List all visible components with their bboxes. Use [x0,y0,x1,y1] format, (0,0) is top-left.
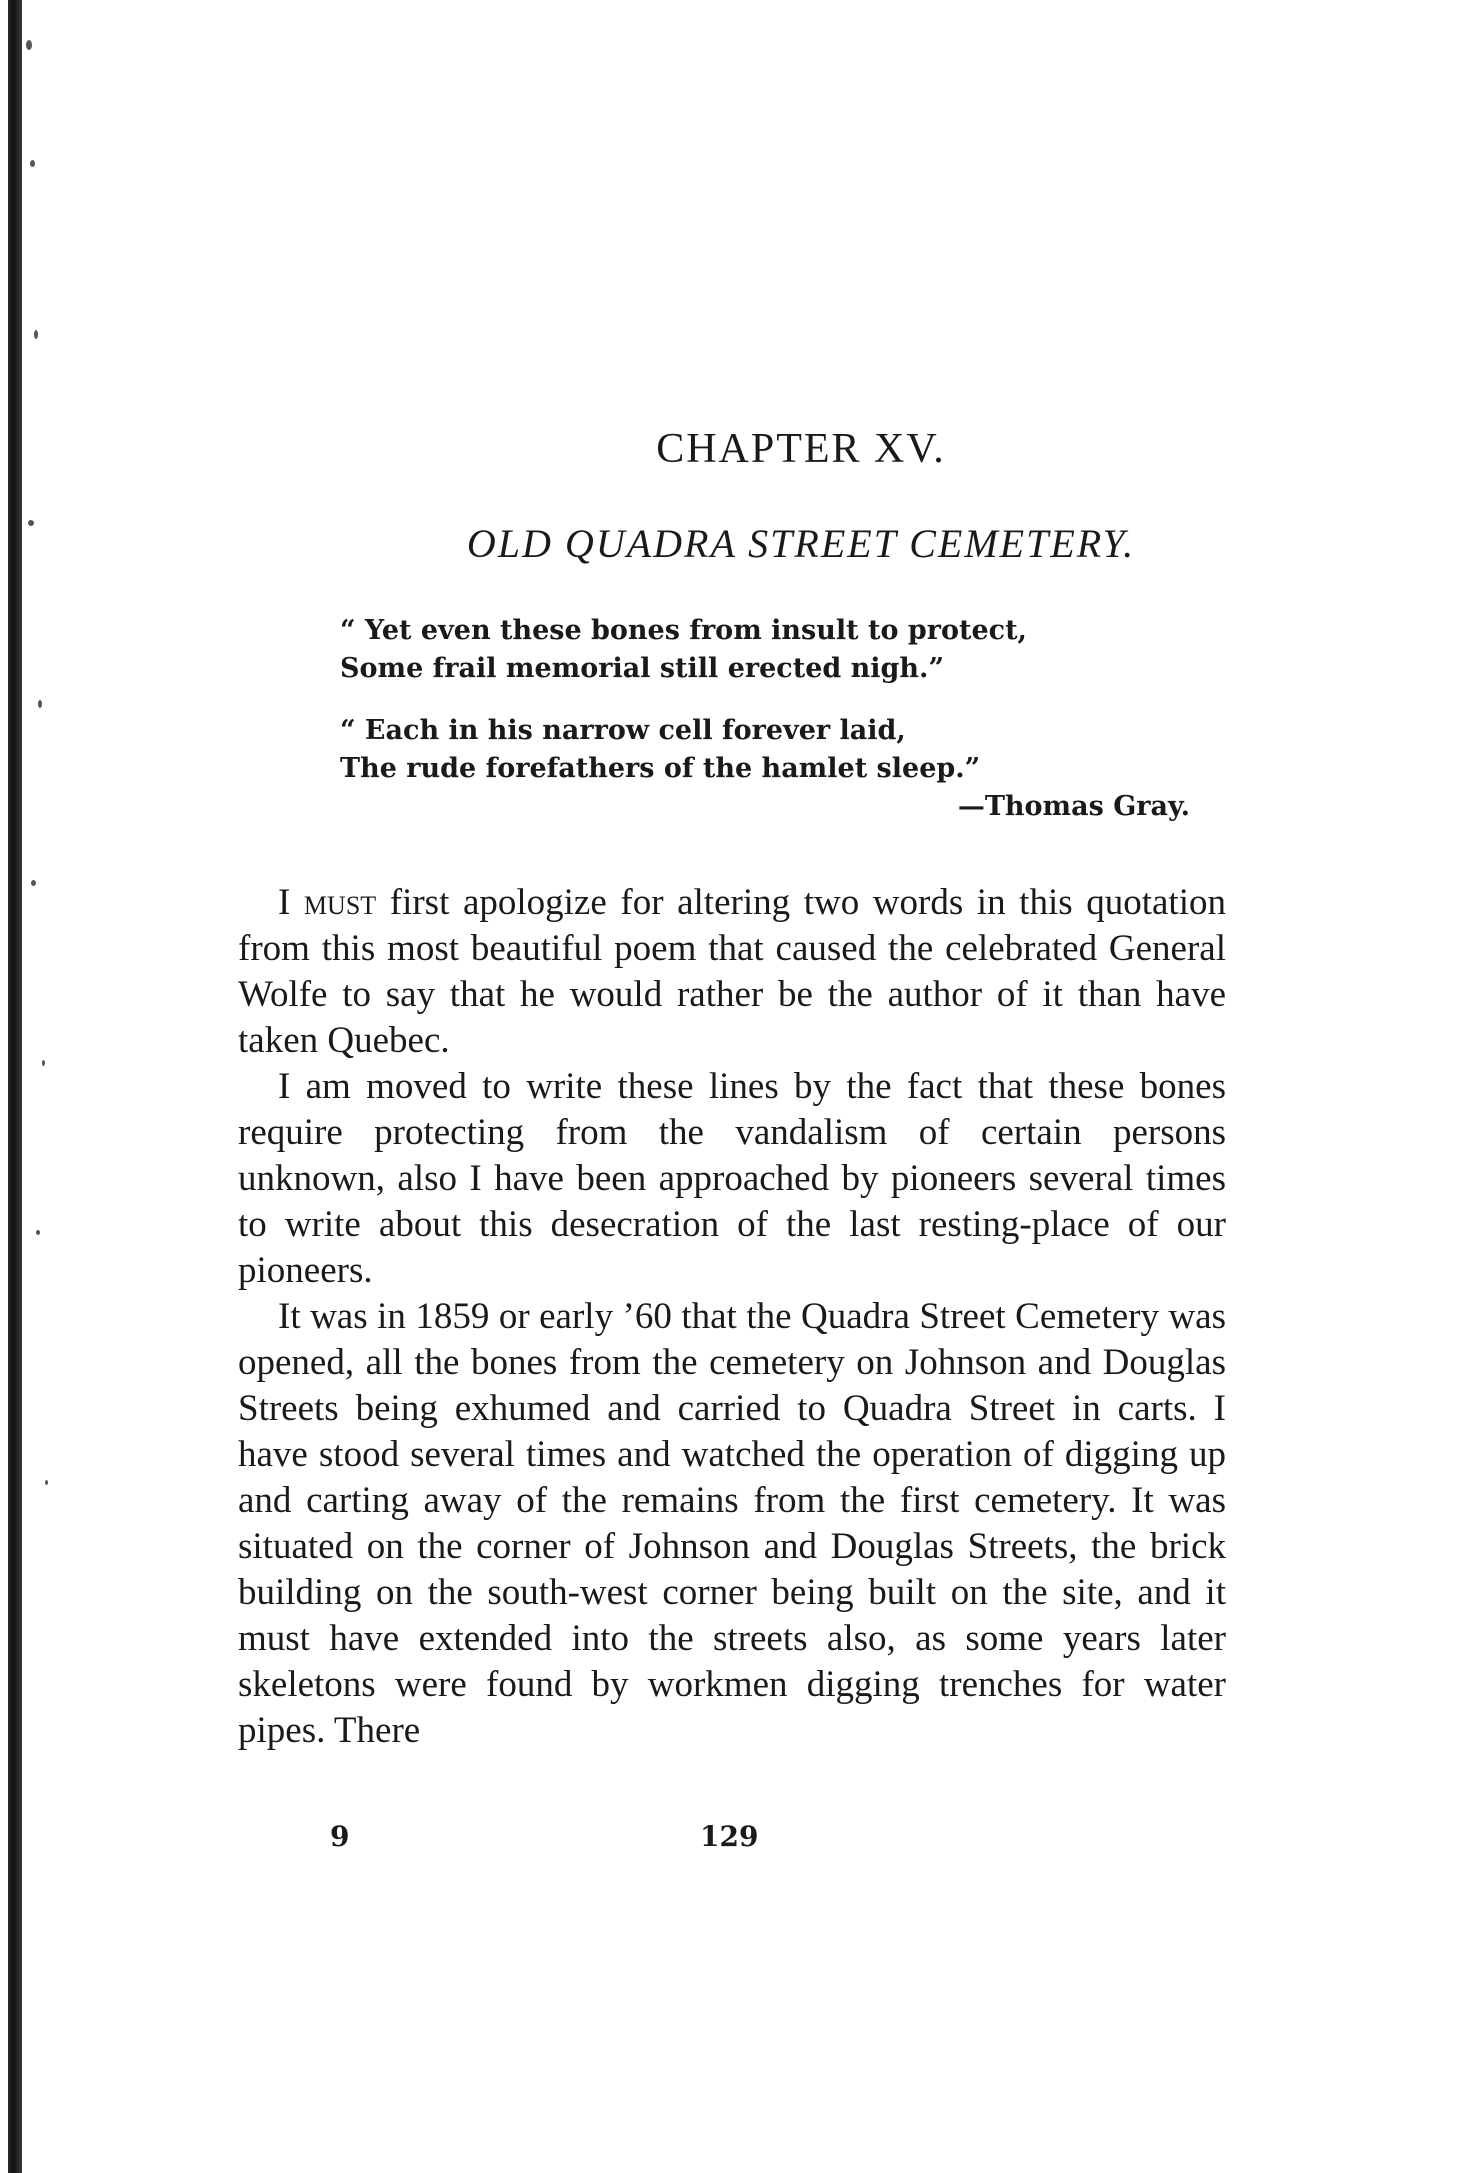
paragraph: I am moved to write these lines by the fact that these bones require protecting from the vandalism of certain persons unknown, also I have been approached by pioneers several times to write about this desecration of the last resting-place of our pioneers. [238,1066,1226,1291]
page-footer [0,1820,1482,1860]
spine-speck [38,700,42,708]
spine-speck [42,1060,45,1066]
spine-speck [45,1480,48,1485]
epigraph-stanza [340,712,1190,788]
spine-speck [26,40,32,50]
paragraph: It was in 1859 or early ’60 that the Quadra Street Cemetery was opened, all the bones from the cemetery on Johnson and Douglas Streets being exhumed and carried to Quadra Street in carts. I have stood several times and watched the operation of digging up and carting away of the remains from the first cemetery. It was situated on the corner of Johnson and Douglas Streets, the brick building on the south-west corner being built on the site, and it must have extended into the streets also, as some years later skeletons were found by workmen digging trenches for water pipes. There [238,1296,1226,1751]
epigraph-line: “ Each in his narrow cell forever laid, [340,715,906,746]
smallcaps-word: must [303,882,377,923]
signature-mark: 9 [330,1820,350,1853]
body-text [238,880,1226,1754]
epigraph-line: The rude forefathers of the hamlet sleep.” [340,753,981,784]
spine-speck [34,330,38,339]
spine-speck [36,1230,40,1235]
spine-speck [30,160,35,167]
chapter-title: OLD QUADRA STREET CEMETERY. [466,521,1136,566]
epigraph [340,612,1190,826]
spine-speck [31,880,36,886]
page-number: 129 [700,1820,759,1853]
epigraph-stanza [340,612,1190,688]
paragraph-text: first apologize for altering two words in this quotation from this most beautiful poem that caused the celebrated General Wolfe to say that he would rather be the author of it than have taken Quebec. [238,882,1226,1061]
paragraph [238,880,1226,1064]
chapter-heading: CHAPTER XV. [656,426,946,472]
drop-word: I [278,882,291,923]
epigraph-line: “ Yet even these bones from insult to protect, [340,615,1027,646]
epigraph-attribution: —Thomas Gray. [957,791,1190,822]
epigraph-line: Some frail memorial still erected nigh.” [340,653,944,684]
